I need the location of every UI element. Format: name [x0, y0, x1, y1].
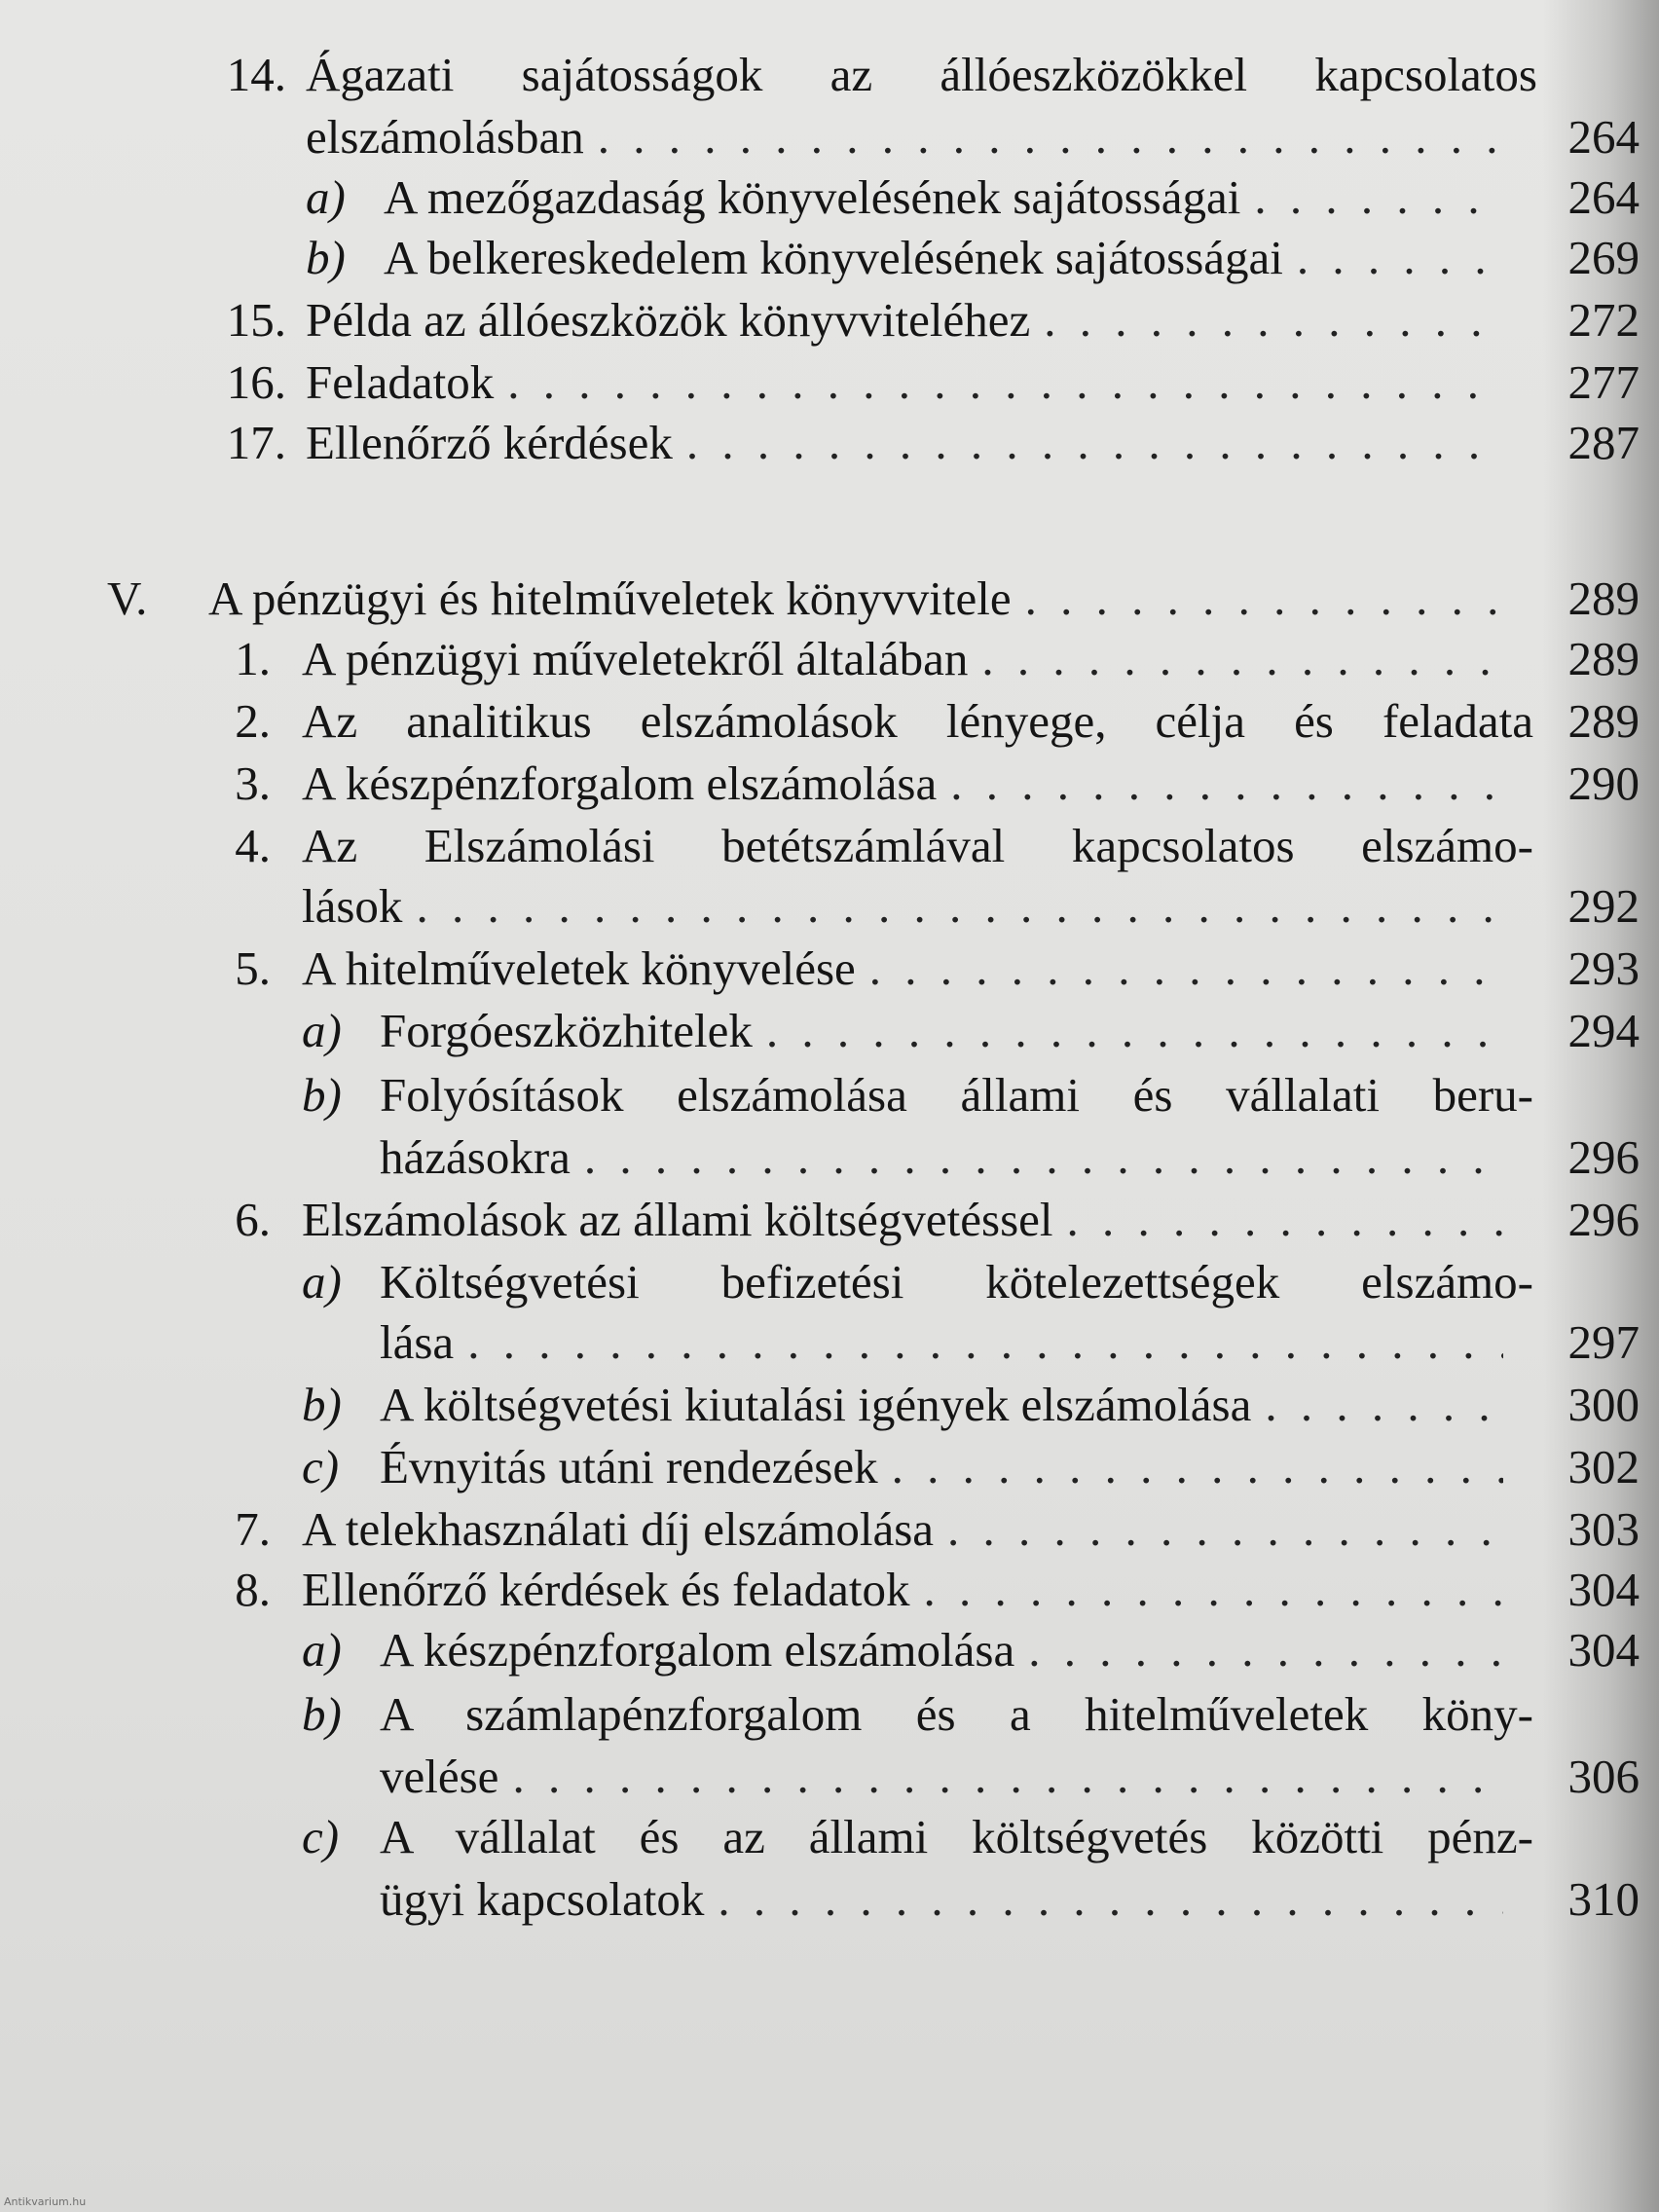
leader-dots	[950, 754, 1503, 814]
toc-entry	[0, 816, 1659, 876]
leader-dots	[598, 107, 1503, 167]
page-number: 294	[1567, 1004, 1640, 1057]
entry-title: Forgóeszközhitelek . . .	[380, 1001, 1513, 1061]
leader-dots	[718, 1869, 1503, 1930]
leader-dots	[1254, 167, 1503, 228]
page-number: 302	[1567, 1440, 1640, 1493]
leader-dots	[766, 1001, 1503, 1061]
toc-entry	[0, 45, 1659, 105]
entry-number: 4.	[235, 819, 271, 872]
entry-number: 6.	[235, 1193, 271, 1246]
page-number: 264	[1567, 170, 1640, 224]
toc-entry	[0, 1560, 1659, 1620]
toc-entry	[0, 1127, 1659, 1188]
toc-entry	[0, 413, 1659, 473]
entry-title: Az Elszámolási betétszámlával kapcsolatos elszámo-	[302, 819, 1533, 872]
entry-title: A készpénzforgalom elszámolása . . .	[380, 1620, 1513, 1680]
entry-title: elszámolásban . . .	[306, 107, 1513, 167]
page-number: 296	[1567, 1193, 1640, 1246]
toc-entry	[0, 691, 1659, 752]
entry-title: Ellenőrző kérdések és feladatok . . .	[302, 1560, 1513, 1620]
page-number: 304	[1567, 1623, 1640, 1677]
entry-number: 7.	[235, 1502, 271, 1556]
entry-letter: a)	[302, 1004, 342, 1057]
entry-title: Feladatok . . .	[306, 352, 1513, 413]
entry-title: lása . . .	[380, 1312, 1513, 1373]
toc-entry	[0, 1001, 1659, 1061]
watermark: Antikvarium.hu	[4, 2195, 87, 2208]
entry-number: 16.	[226, 355, 286, 409]
leader-dots	[1297, 228, 1503, 288]
toc-entry	[0, 1499, 1659, 1560]
entry-title: A készpénzforgalom elszámolása . . .	[302, 754, 1513, 814]
entry-letter: b)	[302, 1068, 342, 1122]
leader-dots	[1028, 1620, 1503, 1680]
entry-title: ügyi kapcsolatok . . .	[380, 1869, 1513, 1930]
entry-letter: a)	[306, 170, 346, 224]
entry-title: Folyósítások elszámolása állami és vállalati beru-	[380, 1068, 1533, 1122]
leader-dots	[1044, 290, 1503, 350]
leader-dots	[507, 352, 1503, 413]
entry-number: 8.	[235, 1563, 271, 1616]
leader-dots	[892, 1437, 1503, 1497]
leader-dots	[981, 629, 1503, 689]
toc-entry	[0, 939, 1659, 999]
leader-dots	[584, 1127, 1503, 1188]
page-number: 296	[1567, 1130, 1640, 1184]
toc-entry	[0, 1620, 1659, 1680]
leader-dots	[869, 939, 1503, 999]
entry-number: 5.	[235, 941, 271, 995]
entry-number: 17.	[226, 416, 286, 469]
entry-title: A költségvetési kiutalási igények elszámolása . . .	[380, 1375, 1513, 1435]
page-number: 304	[1567, 1563, 1640, 1616]
leader-dots	[923, 1560, 1503, 1620]
toc-entry	[0, 1684, 1659, 1745]
toc-entry	[0, 1747, 1659, 1807]
toc-entry	[0, 1312, 1659, 1373]
leader-dots	[947, 1499, 1503, 1560]
entry-letter: b)	[302, 1378, 342, 1431]
page-number: 289	[1567, 571, 1640, 625]
page-number: 306	[1567, 1750, 1640, 1803]
page-number: 310	[1567, 1872, 1640, 1926]
toc-entry	[0, 290, 1659, 350]
page-number: 300	[1567, 1378, 1640, 1431]
entry-title: A vállalat és az állami költségvetés közötti pénz-	[380, 1810, 1533, 1863]
leader-dots	[1067, 1190, 1503, 1250]
toc-entry	[0, 1065, 1659, 1125]
page-number: 297	[1567, 1315, 1640, 1369]
entry-number: 15.	[226, 293, 286, 347]
entry-title: Elszámolások az állami költségvetéssel . . .	[302, 1190, 1513, 1250]
entry-title: A számlapénzforgalom és a hitelműveletek köny-	[380, 1687, 1533, 1741]
entry-title: A mezőgazdaság könyvelésének sajátosságai . . .	[384, 167, 1513, 228]
toc-entry	[0, 876, 1659, 937]
entry-number: 3.	[235, 756, 271, 810]
entry-letter: c)	[302, 1810, 340, 1863]
entry-title: A telekhasználati díj elszámolása . . .	[302, 1499, 1513, 1560]
page-number: 292	[1567, 879, 1640, 933]
entry-title: Példa az állóeszközök könyvviteléhez . . .	[306, 290, 1513, 350]
entry-title: házásokra . . .	[380, 1127, 1513, 1188]
page-number: 277	[1567, 355, 1640, 409]
entry-letter: b)	[306, 231, 346, 284]
leader-dots	[512, 1747, 1503, 1807]
toc-entry	[0, 352, 1659, 413]
page-number: 293	[1567, 941, 1640, 995]
entry-title: Ágazati sajátosságok az állóeszközökkel kapcsolatos	[306, 48, 1537, 101]
page-number: 303	[1567, 1502, 1640, 1556]
leader-dots	[416, 876, 1503, 937]
toc-entry	[0, 1807, 1659, 1867]
entry-title: lások . . .	[302, 876, 1513, 937]
page-number: 264	[1567, 110, 1640, 164]
entry-number: 1.	[235, 632, 271, 685]
entry-title: Költségvetési befizetési kötelezettségek elszámo-	[380, 1255, 1533, 1309]
toc-chapter-entry	[0, 569, 1659, 629]
entry-letter: b)	[302, 1687, 342, 1741]
entry-title: A pénzügyi és hitelműveletek könyvvitele . . .	[208, 569, 1513, 629]
toc-entry	[0, 1869, 1659, 1930]
toc-entry	[0, 167, 1659, 228]
toc-entry	[0, 1190, 1659, 1250]
page-number: 287	[1567, 416, 1640, 469]
entry-letter: a)	[302, 1623, 342, 1677]
leader-dots	[1265, 1375, 1503, 1435]
leader-dots	[686, 413, 1503, 473]
toc-entry	[0, 1437, 1659, 1497]
entry-title: A belkereskedelem könyvelésének sajátosságai . . .	[384, 228, 1513, 288]
entry-number: 2.	[235, 694, 271, 748]
leader-dots	[1025, 569, 1503, 629]
page-number: 289	[1567, 694, 1640, 748]
toc-entry	[0, 1375, 1659, 1435]
page-number: 290	[1567, 756, 1640, 810]
entry-title: velése . . .	[380, 1747, 1513, 1807]
page-number: 269	[1567, 231, 1640, 284]
toc-entry	[0, 1252, 1659, 1312]
entry-title: Ellenőrző kérdések . . .	[306, 413, 1513, 473]
entry-letter: a)	[302, 1255, 342, 1309]
page-number: 289	[1567, 632, 1640, 685]
toc-entry	[0, 754, 1659, 814]
page-number: 272	[1567, 293, 1640, 347]
toc-entry	[0, 107, 1659, 167]
toc-entry	[0, 629, 1659, 689]
leader-dots	[467, 1312, 1503, 1373]
entry-number: 14.	[226, 48, 286, 101]
entry-title: Évnyitás utáni rendezések . . .	[380, 1437, 1513, 1497]
entry-letter: c)	[302, 1440, 340, 1493]
entry-title: A pénzügyi műveletekről általában . . .	[302, 629, 1513, 689]
chapter-number: V.	[107, 571, 148, 625]
toc-entry	[0, 228, 1659, 288]
entry-title: Az analitikus elszámolások lényege, célja és feladata	[302, 694, 1533, 748]
entry-title: A hitelműveletek könyvelése . . .	[302, 939, 1513, 999]
